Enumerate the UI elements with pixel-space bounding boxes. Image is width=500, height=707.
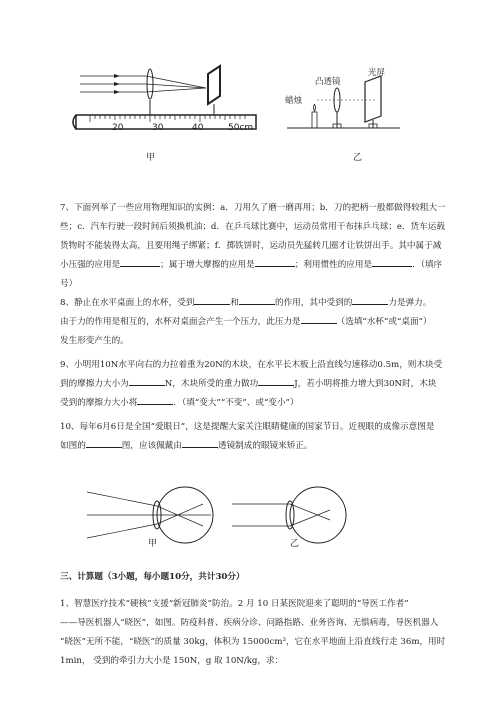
label-screen: 光屏	[368, 68, 386, 78]
q9-line-3: 受到的摩擦力大小将 ．（填“变大”“不变”、或“变小”）	[60, 394, 299, 413]
calc-q1-line-4: 1min， 受到的牵引力大小是 150N，g 取 10N/kg，求：	[60, 656, 284, 666]
q7-answer-blank-3[interactable]	[372, 256, 412, 267]
q8-answer-blank-3[interactable]	[352, 294, 388, 305]
q9-answer-blank-1[interactable]	[129, 375, 165, 386]
q8-line-1: 8、静止在水平桌面上的水杯，受到 和 的作用，其中受到的 力是弹力。	[60, 294, 431, 313]
section-3-heading: 三、计算题（3小题，每小题10分，共计30分）	[60, 572, 245, 582]
q8-answer-blank-4[interactable]	[301, 313, 337, 324]
q9-answer-blank-2[interactable]	[258, 375, 294, 386]
q7-line-5: 号）	[60, 279, 78, 289]
q7-line-1: 7、下面列举了一些应用物理知识的实例：a．刀用久了磨一磨再用；b．刀的把柄一般都做得较粗大一	[60, 203, 446, 213]
q7-line-4: 小压强的应用是 ；属于增大摩擦的应用是 ；利用惯性的应用是 ．（填序	[60, 256, 442, 275]
ruler-tick-20: 20	[112, 123, 124, 133]
q10-line-1: 10、每年6月6日是全国“爱眼日”，这是提醒大家关注眼睛健康的国家节日。近视眼的成像示意图是	[60, 422, 435, 432]
q8-answer-blank-2[interactable]	[239, 294, 275, 305]
q7-answer-blank-1[interactable]	[120, 256, 160, 267]
eye-caption-jia: 甲	[148, 539, 158, 549]
calc-q1-line-2: ——导医机器人“晓医”，如图。防疫科普、疾病分诊、问路指路、业务咨询、无惧病毒，导医机器人	[60, 618, 439, 628]
ruler-tick-30: 30	[152, 123, 164, 133]
q9-line-2: 到的摩擦力大小为 N，木块所受的重力做功 J，若小明将推力增大到30N时，木块	[60, 375, 436, 394]
calc-q1-line-1: 1、智慧医疗技术“硬核”支援“新冠肺炎”防治。2 月 10 日某医院迎来了聪明的“导医工作者”	[60, 599, 409, 609]
candle-lens-screen-figure	[285, 60, 405, 140]
q8-answer-blank-1[interactable]	[194, 294, 230, 305]
q8-line-3: 发生形变产生的。	[60, 336, 129, 346]
ruler-tick-50: 50cm	[228, 123, 254, 133]
q8-line-2: 由于力的作用是相互的，水杯对桌面会产生一个压力，此压力是 （选填“水杯”或“桌面”）	[60, 313, 432, 332]
q7-line-2: 些；c．汽车行驶一段时间后须换机油；d．在乒乓球比赛中，运动员常用干布抹乒乓球；e．货车运载	[60, 222, 445, 232]
q10-answer-blank-1[interactable]	[86, 437, 122, 448]
q9-answer-blank-3[interactable]	[137, 394, 173, 405]
calc-q1-line-3: “晓医”无所不能，“晓医”的质量 30kg，体积为 15000cm³，它在水平地面上沿直线行走 36m，用时	[60, 637, 446, 647]
q7-answer-blank-2[interactable]	[255, 256, 295, 267]
label-convex-lens: 凸透镜	[315, 77, 341, 87]
q7-line-3: 货物时不能装得太高，且要用绳子绑紧；f．掷铁饼时，运动员先猛转几圈才让铁饼出手。其中属于减	[60, 241, 442, 251]
ruler-lens-figure	[70, 60, 270, 160]
figure-caption-jia: 甲	[146, 153, 156, 163]
q10-line-2: 如图的 图，应该佩戴由 透镜制成的眼镜来矫正。	[60, 437, 313, 456]
q9-line-1: 9、小明用10N水平向右的力拉着重为20N的木块，在水平长木板上沿直线匀速移动0.5m，则木块受	[60, 360, 443, 370]
figure-caption-yi: 乙	[353, 153, 363, 163]
q10-answer-blank-2[interactable]	[182, 437, 218, 448]
ruler-tick-40: 40	[192, 123, 204, 133]
eye-caption-yi: 乙	[290, 539, 300, 549]
label-candle: 蜡烛	[285, 96, 303, 106]
